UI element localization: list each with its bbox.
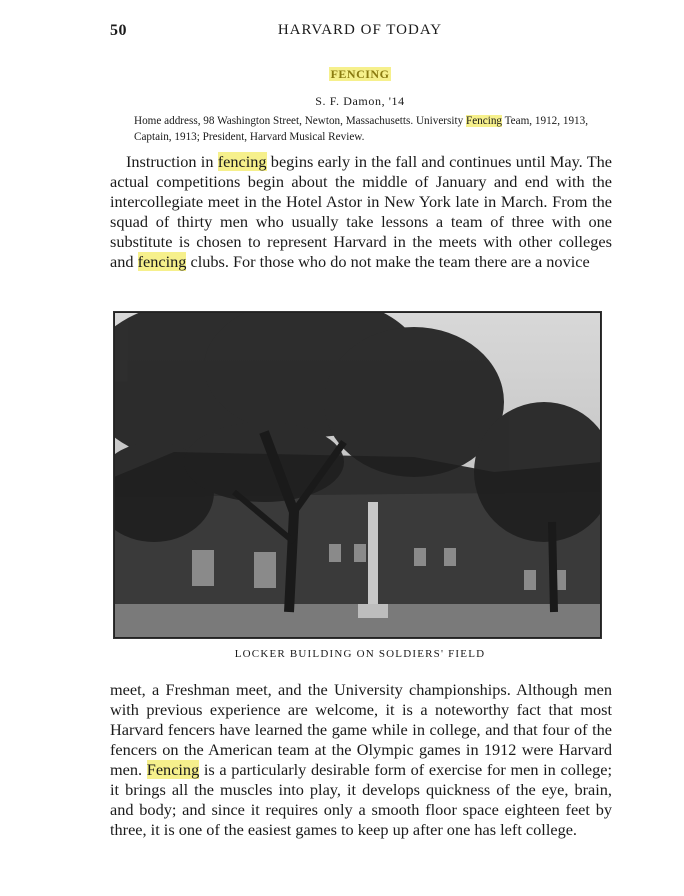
photo-caption: LOCKER BUILDING ON SOLDIERS' FIELD — [234, 648, 486, 660]
photo-ground — [114, 604, 601, 638]
photo-monument — [368, 502, 378, 612]
locker-building-photo — [113, 311, 602, 639]
page-number: 50 — [110, 22, 127, 39]
body-paragraph-2 — [110, 680, 612, 840]
section-title — [110, 67, 610, 82]
search-highlight: Fencing — [465, 115, 503, 127]
photo-monument-base — [358, 604, 388, 618]
section-title-text: FENCING — [330, 67, 390, 81]
author-note-part1: Home address, 98 Washington Street, Newton, Massachusetts. University — [134, 115, 466, 127]
paragraph-text: is a particularly desirable form of exercise for men in college; it brings all the muscles into play, it develops quickness of the eye, brain, and body; and since it requires only a smooth floor space eighteen feet by three, it is one of the easiest games to keep up after one has left college. — [110, 760, 613, 839]
body-paragraph-1 — [110, 152, 612, 272]
author-byline: S. F. Damon, '14 — [315, 94, 405, 108]
paragraph-text: begins early in the fall and continues until May. The actual competitions begin about the middle of January and end with the intercollegiate meet in the Hotel Astor in New York late in March. From the squad of thirty men who usually take lessons a team of three with one substitute is chosen to represent Harvard in the meets with other colleges and — [110, 152, 613, 271]
paragraph-text: meet, a Freshman meet, and the University championships. Although men with previous experience are welcome, it is a noteworthy fact that most Harvard fencers have learned the game while in college, and that four of the fencers on the American team at the Olympic games in 1912 were Harvard men. — [110, 680, 612, 779]
search-highlight: fencing — [217, 152, 267, 171]
search-highlight: Fencing — [146, 760, 200, 779]
author-note — [134, 113, 594, 145]
book-title: HARVARD OF TODAY — [277, 22, 443, 38]
running-head — [110, 22, 610, 44]
search-highlight: fencing — [137, 252, 187, 271]
paragraph-text: Instruction in — [126, 152, 218, 171]
paragraph-text: clubs. For those who do not make the team there are a novice — [186, 252, 590, 271]
author-note-part2: Team, 1912, 1913, Captain, 1913; President, Harvard Musical Review. — [134, 115, 589, 143]
